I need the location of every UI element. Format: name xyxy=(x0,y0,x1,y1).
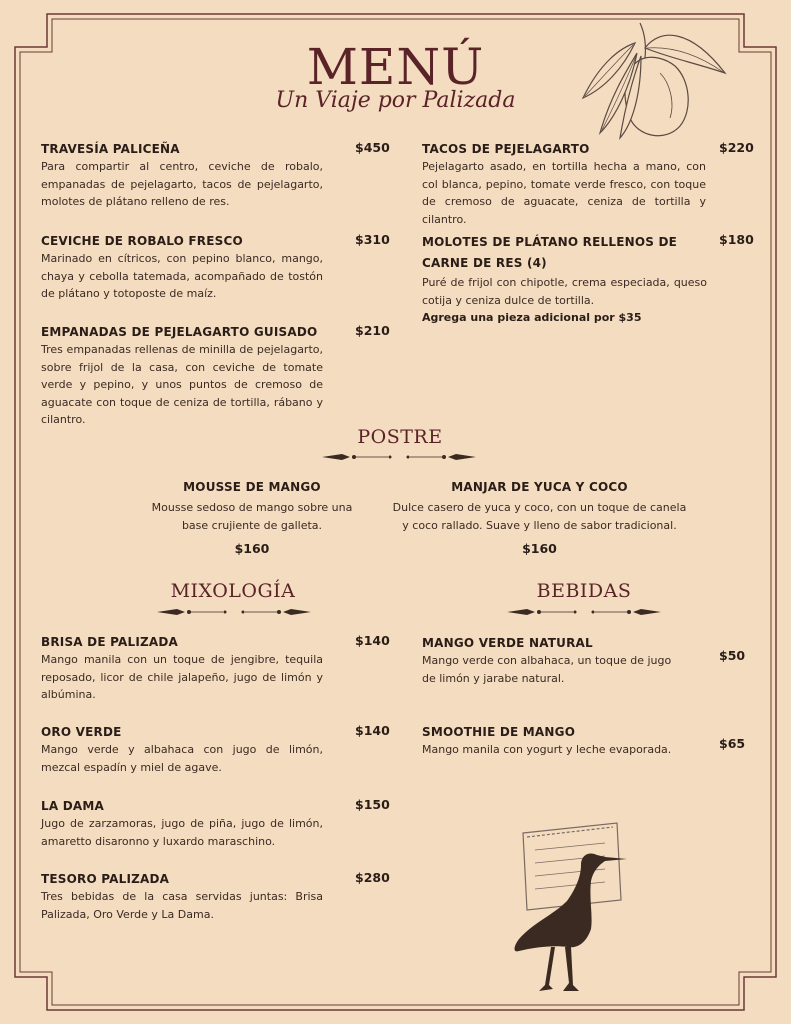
item-price: $220 xyxy=(719,140,754,155)
menu-item xyxy=(422,634,687,687)
item-description: Mango verde y albahaca con jugo de limón, mezcal espadín y miel de agave. xyxy=(41,743,323,774)
ornament-divider xyxy=(155,606,313,618)
item-description: Mango verde con albahaca, un toque de jugo de limón y jarabe natural. xyxy=(422,654,672,685)
section-title-postre: POSTRE xyxy=(357,426,443,448)
section-title-bebidas: BEBIDAS xyxy=(536,580,632,602)
menu-item xyxy=(41,723,323,776)
menu-item xyxy=(41,870,323,923)
item-name: SMOOTHIE DE MANGO xyxy=(422,725,576,739)
item-price: $280 xyxy=(355,870,390,885)
item-description: Tres bebidas de la casa servidas juntas: Brisa Palizada, Oro Verde y La Dama. xyxy=(41,890,323,921)
ornament-divider xyxy=(505,606,663,618)
item-name: TRAVESÍA PALICEÑA xyxy=(41,142,180,156)
item-name: MOUSSE DE MANGO xyxy=(183,480,321,494)
item-name: LA DAMA xyxy=(41,799,104,813)
menu-item xyxy=(41,323,323,429)
item-description: Marinado en cítricos, con pepino blanco, mango, chaya y cebolla tatemada, acompañado de tostón de plátano y totoposte de maíz. xyxy=(41,252,323,300)
menu-item xyxy=(41,797,323,850)
item-extra-note: Agrega una pieza adicional por $35 xyxy=(422,311,642,324)
item-name: MOLOTES DE PLÁTANO RELLENOS DE CARNE DE RES (4) xyxy=(422,235,678,270)
item-name: BRISA DE PALIZADA xyxy=(41,635,179,649)
item-name: CEVICHE DE ROBALO FRESCO xyxy=(41,234,243,248)
menu-item xyxy=(422,723,687,759)
item-name: EMPANADAS DE PEJELAGARTO GUISADO xyxy=(41,325,318,339)
item-price: $210 xyxy=(355,323,390,338)
item-description: Mango manila con un toque de jengibre, tequila reposado, licor de chile jalapeño, jugo de limón y albúmina. xyxy=(41,653,323,701)
section-title-mixologia: MIXOLOGÍA xyxy=(170,580,296,602)
item-description: Dulce casero de yuca y coco, con un toque de canela y coco rallado. Suave y lleno de sabor tradicional. xyxy=(392,501,687,532)
heron-stamp-illustration xyxy=(505,815,645,995)
item-description: Mango manila con yogurt y leche evaporada. xyxy=(422,743,672,756)
menu-subtitle: Un Viaje por Palizada xyxy=(275,88,516,113)
menu-item xyxy=(41,232,323,303)
item-description: Tres empanadas rellenas de minilla de pejelagarto, sobre frijol de la casa, con ceviche de tomate verde y pepino, y unos puntos de cremoso de aguacate con toque de ceniza de tortilla, rábano y cilantro. xyxy=(41,343,323,426)
item-price: $160 xyxy=(522,541,557,556)
item-name: ORO VERDE xyxy=(41,725,122,739)
menu-title: MENÚ xyxy=(306,38,485,96)
item-name: TACOS DE PEJELAGARTO xyxy=(422,142,590,156)
item-price: $180 xyxy=(719,232,754,247)
item-name: TESORO PALIZADA xyxy=(41,872,170,886)
item-name: MANJAR DE YUCA Y COCO xyxy=(451,480,628,494)
item-description: Jugo de zarzamoras, jugo de piña, jugo de limón, amaretto disaronno y luxardo maraschino. xyxy=(41,817,323,848)
item-price: $140 xyxy=(355,723,390,738)
item-price: $150 xyxy=(355,797,390,812)
menu-item xyxy=(41,140,323,211)
item-description: Para compartir al centro, ceviche de robalo, empanadas de pejelagarto, tacos de pejelagarto, molotes de plátano relleno de res. xyxy=(41,160,323,208)
item-price: $50 xyxy=(719,648,746,663)
item-description: Puré de frijol con chipotle, crema especiada, queso cotija y ceniza dulce de tortilla. xyxy=(422,276,707,307)
item-price: $310 xyxy=(355,232,390,247)
menu-item xyxy=(41,633,323,704)
menu-item xyxy=(140,478,364,534)
item-description: Pejelagarto asado, en tortilla hecha a mano, con col blanca, pepino, tomate verde fresco, con toque de cremoso de aguacate, ceniza de tortilla y cilantro. xyxy=(422,160,706,226)
item-price: $160 xyxy=(234,541,270,556)
item-price: $65 xyxy=(719,736,746,751)
item-price: $140 xyxy=(355,633,390,648)
item-name: MANGO VERDE NATURAL xyxy=(422,636,593,650)
menu-item xyxy=(392,478,687,534)
menu-item xyxy=(422,232,707,326)
ornament-divider xyxy=(320,451,478,463)
menu-item xyxy=(422,140,706,228)
item-price: $450 xyxy=(355,140,390,155)
item-description: Mousse sedoso de mango sobre una base crujiente de galleta. xyxy=(151,501,353,532)
